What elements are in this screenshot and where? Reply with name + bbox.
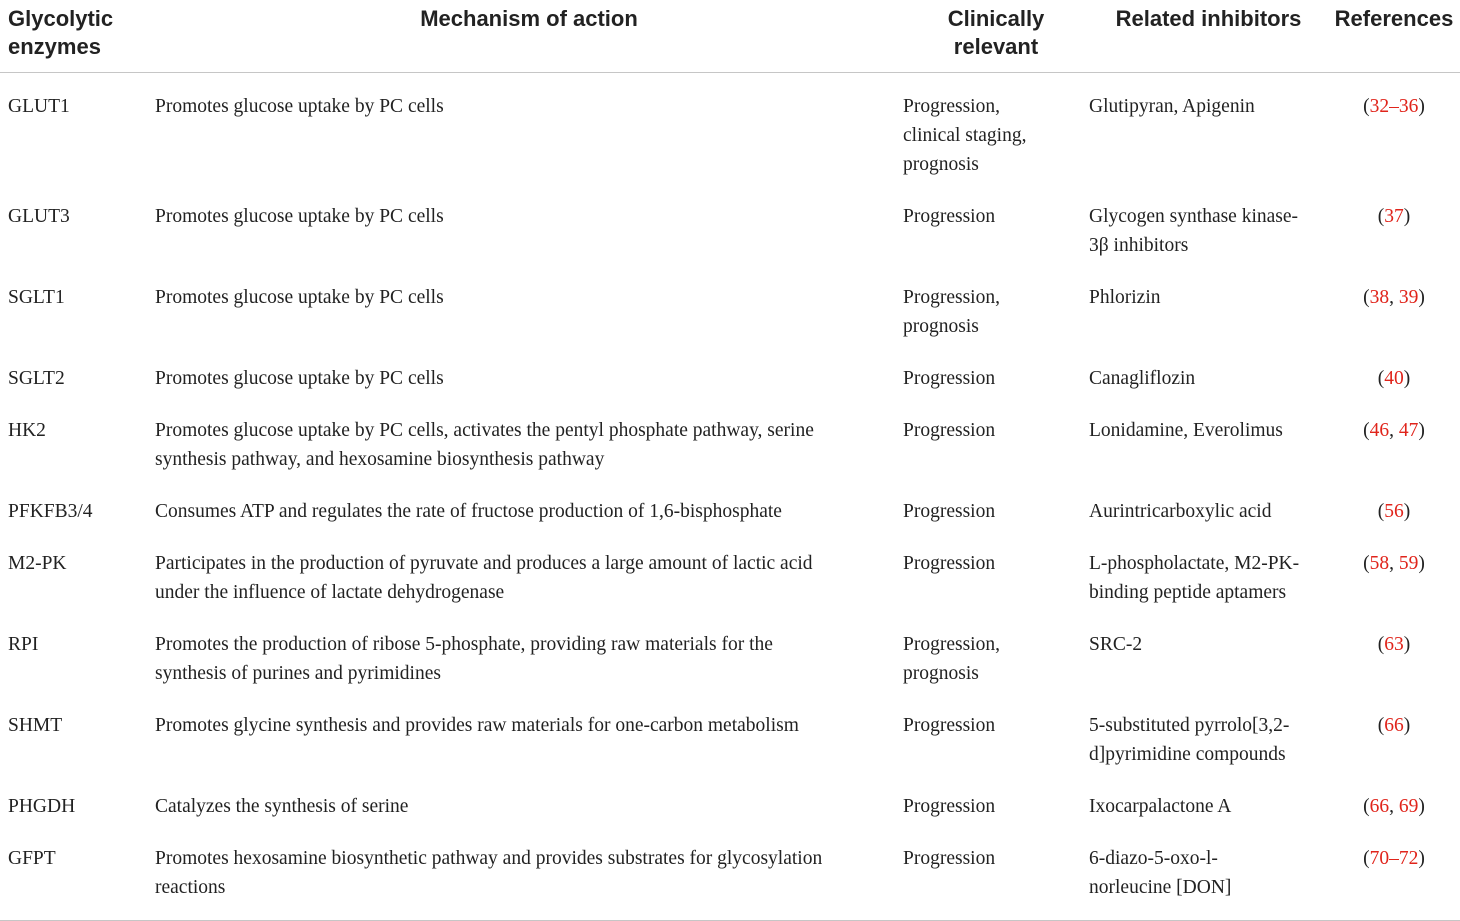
mechanism-text: Consumes ATP and regulates the rate of fructose production of 1,6-bisphosphate — [155, 500, 782, 522]
mechanism-text: reactions — [155, 876, 226, 898]
reference-open-paren: ( — [1363, 95, 1370, 117]
reference-link[interactable]: 38 — [1369, 286, 1390, 308]
inhibitors-cell — [1089, 532, 1328, 613]
clinical-relevance-text: Progression — [903, 847, 996, 869]
inhibitors-cell — [1089, 266, 1328, 347]
header-glycolytic-enzymes-line-1: Glycolytic — [8, 6, 114, 31]
reference-link[interactable]: 37 — [1384, 205, 1404, 227]
clinical-relevance-cell — [903, 72, 1089, 185]
clinical-relevance-cell — [903, 613, 1089, 694]
reference-open-paren: ( — [1377, 205, 1385, 227]
table-row — [0, 827, 1460, 921]
clinical-relevance-cell — [903, 185, 1089, 266]
reference-link[interactable]: 39 — [1398, 286, 1419, 308]
inhibitors-cell — [1089, 399, 1328, 480]
inhibitors-text: Phlorizin — [1089, 286, 1161, 308]
references-cell — [1328, 827, 1460, 921]
reference-separator: – — [1389, 95, 1399, 117]
inhibitors-text: Lonidamine, Everolimus — [1089, 419, 1283, 441]
mechanism-text: Promotes the production of ribose 5-phosphate, providing raw materials for the — [155, 633, 773, 655]
references-cell — [1328, 399, 1460, 480]
reference-link[interactable]: 69 — [1398, 795, 1419, 817]
reference-close-paren: ) — [1418, 847, 1425, 869]
reference-link[interactable]: 47 — [1398, 419, 1419, 441]
mechanism-text: Promotes glucose uptake by PC cells — [155, 367, 444, 389]
enzyme-cell — [0, 185, 155, 266]
mechanism-text: Promotes glucose uptake by PC cells — [155, 286, 444, 308]
reference-open-paren: ( — [1363, 286, 1370, 308]
clinical-relevance-text: prognosis — [903, 153, 979, 175]
table-header — [0, 0, 1460, 72]
reference-close-paren: ) — [1403, 205, 1411, 227]
reference-close-paren: ) — [1418, 419, 1425, 441]
clinical-relevance-text: Progression — [903, 552, 996, 574]
enzyme-cell — [0, 347, 155, 399]
clinical-relevance-text: Progression — [903, 367, 996, 389]
enzyme-name: HK2 — [8, 419, 46, 441]
mechanism-text: Promotes glucose uptake by PC cells — [155, 205, 444, 227]
reference-link[interactable]: 58 — [1369, 552, 1390, 574]
mechanism-cell — [155, 72, 903, 185]
reference-link[interactable]: 56 — [1384, 500, 1404, 522]
header-row — [0, 0, 1460, 72]
reference-open-paren: ( — [1377, 633, 1385, 655]
reference-open-paren: ( — [1377, 500, 1385, 522]
mechanism-cell — [155, 266, 903, 347]
reference-link[interactable]: 59 — [1398, 552, 1419, 574]
mechanism-cell — [155, 827, 903, 921]
clinical-relevance-text: Progression, — [903, 95, 1000, 117]
reference-separator: , — [1389, 286, 1399, 308]
clinical-relevance-cell — [903, 532, 1089, 613]
references-cell — [1328, 480, 1460, 532]
reference-open-paren: ( — [1363, 795, 1370, 817]
enzyme-cell — [0, 72, 155, 185]
inhibitors-text: 5-substituted pyrrolo[3,2- — [1089, 714, 1290, 736]
inhibitors-cell — [1089, 72, 1328, 185]
reference-close-paren: ) — [1418, 95, 1425, 117]
header-clinically-relevant — [903, 0, 1089, 72]
table-row — [0, 694, 1460, 775]
reference-close-paren: ) — [1418, 552, 1425, 574]
inhibitors-cell — [1089, 613, 1328, 694]
reference-close-paren: ) — [1418, 795, 1425, 817]
header-glycolytic-enzymes — [0, 0, 155, 72]
clinical-relevance-text: Progression — [903, 419, 996, 441]
inhibitors-text: Glutipyran, Apigenin — [1089, 95, 1255, 117]
mechanism-text: under the influence of lactate dehydrogenase — [155, 581, 505, 603]
reference-link[interactable]: 72 — [1398, 847, 1419, 869]
inhibitors-text: d]pyrimidine compounds — [1089, 743, 1286, 765]
references-cell — [1328, 266, 1460, 347]
reference-close-paren: ) — [1403, 633, 1411, 655]
reference-link[interactable]: 36 — [1398, 95, 1419, 117]
mechanism-text: Promotes glycine synthesis and provides raw materials for one-carbon metabolism — [155, 714, 799, 736]
inhibitors-cell — [1089, 827, 1328, 921]
clinical-relevance-text: Progression — [903, 714, 996, 736]
clinical-relevance-cell — [903, 694, 1089, 775]
enzyme-name: GLUT1 — [8, 95, 70, 117]
table-row — [0, 266, 1460, 347]
table-row — [0, 480, 1460, 532]
enzyme-cell — [0, 399, 155, 480]
inhibitors-text: norleucine [DON] — [1089, 876, 1232, 898]
clinical-relevance-cell — [903, 347, 1089, 399]
mechanism-text: synthesis pathway, and hexosamine biosynthesis pathway — [155, 448, 605, 470]
enzyme-name: PHGDH — [8, 795, 76, 817]
enzyme-name: SGLT2 — [8, 367, 65, 389]
mechanism-cell — [155, 399, 903, 480]
references-cell — [1328, 532, 1460, 613]
mechanism-cell — [155, 480, 903, 532]
mechanism-text: synthesis of purines and pyrimidines — [155, 662, 441, 684]
table-row — [0, 532, 1460, 613]
enzyme-cell — [0, 775, 155, 827]
table-row — [0, 399, 1460, 480]
enzyme-name: SHMT — [8, 714, 63, 736]
header-mechanism-of-action: Mechanism of action — [155, 0, 903, 72]
inhibitors-cell — [1089, 347, 1328, 399]
reference-open-paren: ( — [1363, 552, 1370, 574]
reference-close-paren: ) — [1403, 367, 1411, 389]
inhibitors-text: SRC-2 — [1089, 633, 1143, 655]
inhibitors-text: 6-diazo-5-oxo-l- — [1089, 847, 1218, 869]
clinical-relevance-text: Progression — [903, 795, 996, 817]
reference-link[interactable]: 63 — [1384, 633, 1404, 655]
references-cell — [1328, 185, 1460, 266]
mechanism-cell — [155, 775, 903, 827]
reference-separator: , — [1389, 795, 1399, 817]
clinical-relevance-text: prognosis — [903, 662, 979, 684]
clinical-relevance-cell — [903, 399, 1089, 480]
inhibitors-text: 3β inhibitors — [1089, 234, 1189, 256]
header-related-inhibitors: Related inhibitors — [1089, 0, 1328, 72]
inhibitors-text: Ixocarpalactone A — [1089, 795, 1232, 817]
clinical-relevance-cell — [903, 266, 1089, 347]
clinical-relevance-text: prognosis — [903, 315, 979, 337]
clinical-relevance-cell — [903, 827, 1089, 921]
clinical-relevance-text: Progression — [903, 500, 996, 522]
reference-close-paren: ) — [1403, 500, 1411, 522]
enzyme-name: GLUT3 — [8, 205, 70, 227]
header-clinically-relevant-line-2: relevant — [953, 34, 1039, 59]
reference-separator: , — [1389, 419, 1399, 441]
inhibitors-text: binding peptide aptamers — [1089, 581, 1287, 603]
enzyme-cell — [0, 613, 155, 694]
mechanism-cell — [155, 613, 903, 694]
inhibitors-cell — [1089, 480, 1328, 532]
inhibitors-cell — [1089, 694, 1328, 775]
mechanism-cell — [155, 185, 903, 266]
reference-link[interactable]: 46 — [1369, 419, 1390, 441]
table-row — [0, 185, 1460, 266]
reference-separator: , — [1389, 552, 1399, 574]
references-cell — [1328, 694, 1460, 775]
mechanism-text: Promotes hexosamine biosynthetic pathway and provides substrates for glycosylation — [155, 847, 823, 869]
clinical-relevance-text: Progression, — [903, 633, 1000, 655]
header-references: References — [1328, 0, 1460, 72]
clinical-relevance-cell — [903, 480, 1089, 532]
enzyme-cell — [0, 480, 155, 532]
clinical-relevance-text: clinical staging, — [903, 124, 1027, 146]
header-clinically-relevant-line-1: Clinically — [947, 6, 1045, 31]
mechanism-cell — [155, 694, 903, 775]
reference-link[interactable]: 70 — [1369, 847, 1390, 869]
enzyme-name: RPI — [8, 633, 39, 655]
reference-close-paren: ) — [1403, 714, 1411, 736]
enzyme-cell — [0, 532, 155, 613]
references-cell — [1328, 347, 1460, 399]
enzyme-name: PFKFB3/4 — [8, 500, 93, 522]
references-cell — [1328, 775, 1460, 827]
mechanism-text: Promotes glucose uptake by PC cells, activates the pentyl phosphate pathway, serine — [155, 419, 814, 441]
enzyme-name: GFPT — [8, 847, 56, 869]
table-row — [0, 775, 1460, 827]
header-glycolytic-enzymes-line-2: enzymes — [8, 34, 101, 59]
reference-open-paren: ( — [1363, 847, 1370, 869]
inhibitors-cell — [1089, 775, 1328, 827]
mechanism-cell — [155, 347, 903, 399]
mechanism-cell — [155, 532, 903, 613]
inhibitors-text: Glycogen synthase kinase- — [1089, 205, 1299, 227]
clinical-relevance-cell — [903, 775, 1089, 827]
table-row — [0, 347, 1460, 399]
reference-open-paren: ( — [1377, 367, 1385, 389]
mechanism-text: Participates in the production of pyruvate and produces a large amount of lactic acid — [155, 552, 813, 574]
enzyme-name: SGLT1 — [8, 286, 65, 308]
table-row — [0, 613, 1460, 694]
references-cell — [1328, 72, 1460, 185]
inhibitors-text: L-phospholactate, M2-PK- — [1089, 552, 1300, 574]
enzyme-name: M2-PK — [8, 552, 67, 574]
mechanism-text: Catalyzes the synthesis of serine — [155, 795, 409, 817]
reference-close-paren: ) — [1418, 286, 1425, 308]
clinical-relevance-text: Progression, — [903, 286, 1000, 308]
inhibitors-text: Canagliflozin — [1089, 367, 1196, 389]
reference-link[interactable]: 66 — [1384, 714, 1404, 736]
enzyme-cell — [0, 266, 155, 347]
enzyme-cell — [0, 827, 155, 921]
table-body — [0, 72, 1460, 920]
clinical-relevance-text: Progression — [903, 205, 996, 227]
inhibitors-cell — [1089, 185, 1328, 266]
reference-link[interactable]: 32 — [1369, 95, 1390, 117]
mechanism-text: Promotes glucose uptake by PC cells — [155, 95, 444, 117]
reference-open-paren: ( — [1363, 419, 1370, 441]
reference-separator: – — [1389, 847, 1399, 869]
inhibitors-text: Aurintricarboxylic acid — [1089, 500, 1272, 522]
table-row — [0, 72, 1460, 185]
references-cell — [1328, 613, 1460, 694]
enzyme-cell — [0, 694, 155, 775]
reference-link[interactable]: 40 — [1384, 367, 1404, 389]
reference-link[interactable]: 66 — [1369, 795, 1390, 817]
reference-open-paren: ( — [1377, 714, 1385, 736]
